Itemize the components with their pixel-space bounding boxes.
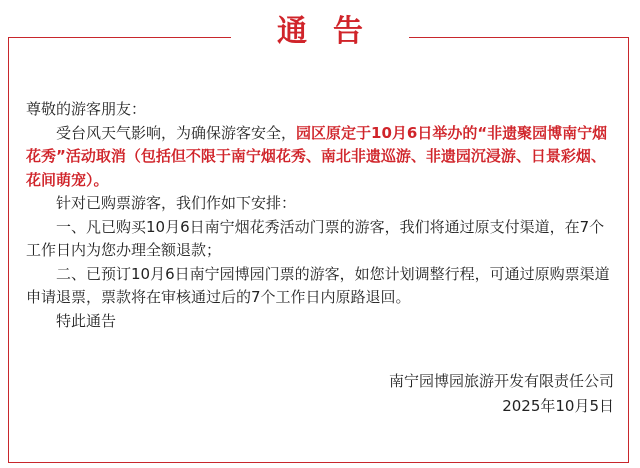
- closing-line: 特此通告: [56, 311, 117, 330]
- signature-organization: 南宁园博园旅游开发有限责任公司: [388, 372, 614, 390]
- paragraph-arrangement: 针对已购票游客，我们作如下安排：: [56, 194, 297, 212]
- notice-title: 通告: [231, 12, 409, 52]
- arrangement-item-1: 一、凡已购买10月6日南宁烟花秀活动门票的游客，我们将通过原支付渠道，在7个工作日内为您办理全额退款；: [26, 217, 605, 259]
- notice-body: [26, 98, 614, 333]
- paragraph-announcement: [26, 122, 614, 193]
- greeting: 尊敬的游客朋友：: [26, 100, 147, 118]
- title-wrapper: [0, 12, 640, 52]
- announcement-cancellation: 园区原定于10月6日举办的“非遗聚园博南宁烟花秀”活动取消（包括但不限于南宁烟花秀、南北非遗巡游、非遗园沉浸游、日景彩烟、花间萌宠）。: [26, 123, 608, 189]
- announcement-intro: 受台风天气影响，为确保游客安全，: [56, 123, 297, 142]
- signature-date: 2025年10月5日: [502, 397, 614, 415]
- arrangement-item-2: 二、已预订10月6日南宁园博园门票的游客，如您计划调整行程，可通过原购票渠道申请退票，票款将在审核通过后的7个工作日内原路退回。: [26, 264, 610, 306]
